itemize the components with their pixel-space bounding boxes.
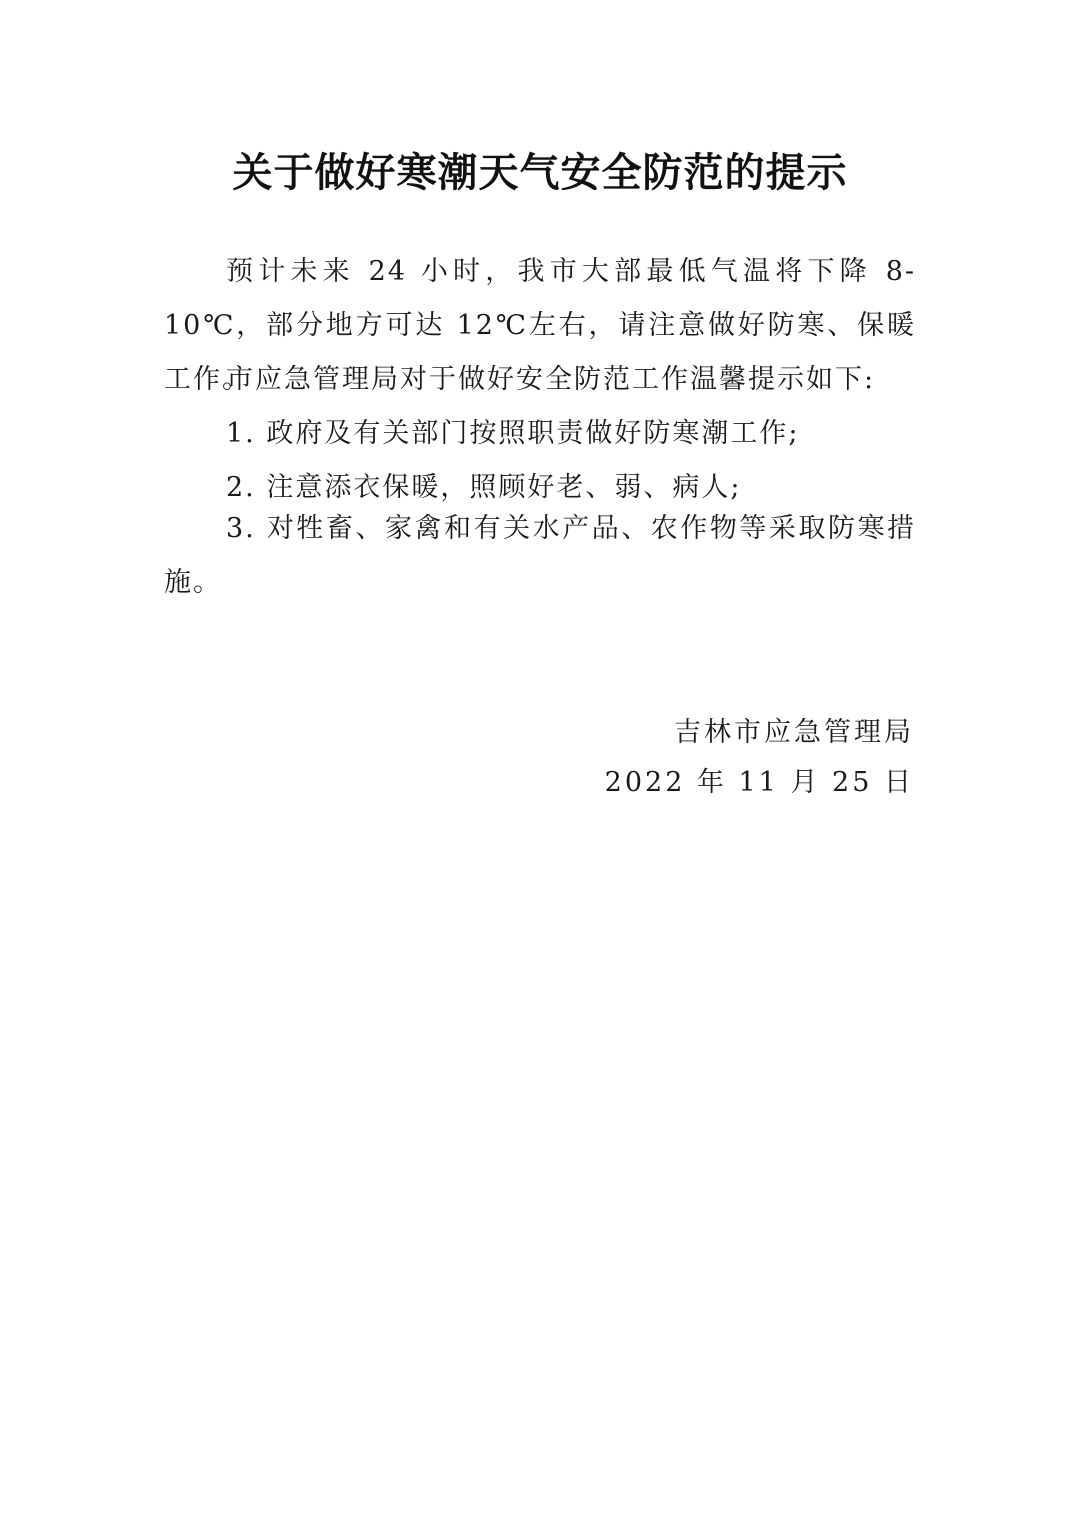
document-title: 关于做好寒潮天气安全防范的提示 <box>232 149 848 196</box>
signature-organization: 吉林市应急管理局 <box>674 717 914 748</box>
paragraph-forecast-text: 预计未来 24 小时，我市大部最低气温将下降 8-10℃，部分地方可达 12℃左右，请注意做好防寒、保暖工作。 <box>164 256 916 395</box>
list-item-text: 2. 注意添衣保暖，照顾好老、弱、病人; <box>226 472 742 503</box>
list-item-text: 1. 政府及有关部门按照职责做好防寒潮工作; <box>226 418 800 449</box>
list-item <box>164 407 916 461</box>
list-item <box>164 502 916 610</box>
paragraph-intro-text: 市应急管理局对于做好安全防范工作温馨提示如下: <box>226 364 876 395</box>
list-item-text: 3. 对牲畜、家禽和有关水产品、农作物等采取防寒措施。 <box>164 513 916 598</box>
paragraph-intro <box>164 353 916 407</box>
signature-date: 2022 年 11 月 25 日 <box>604 767 914 798</box>
